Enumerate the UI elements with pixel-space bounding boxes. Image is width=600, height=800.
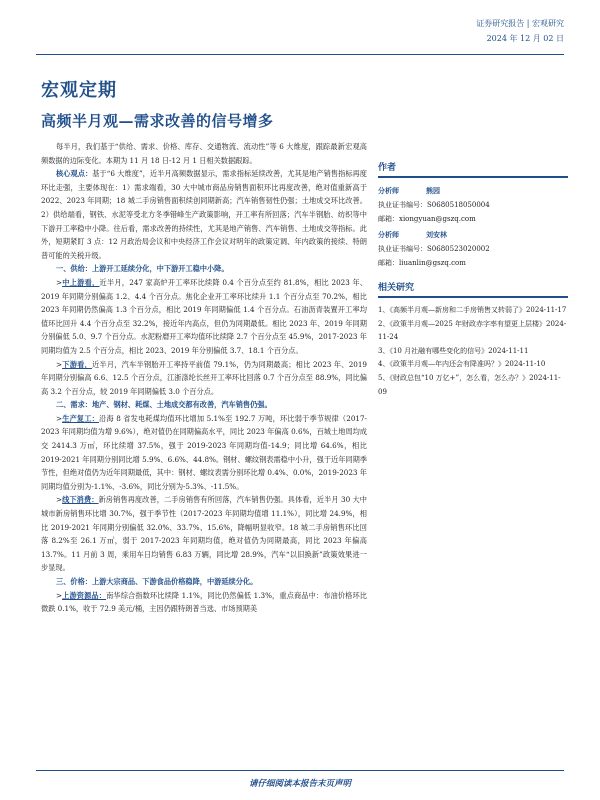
section-1-heading: 一、供给：上游开工延续分化，中下游开工稳中小降。 xyxy=(56,264,229,274)
section-3-para-1: >上游资源品：南华综合指数环比续降 1.1%，同比仍然偏低 1.3%，重点商品中：布油价格环比微跌 0.1%，收于 72.9 美元/桶，主因仍跟特朗普当选、市场预期美 xyxy=(41,590,367,614)
author-cert: 执业证书编号：S0680523020002 xyxy=(378,245,490,253)
sidebar xyxy=(378,160,568,399)
section-3-para-1-text: 南华综合指数环比续降 1.1%，同比仍然偏低 1.3%，重点商品中：布油价格环比微跌 0.1%，收于 72.9 美元/桶，主因仍跟特朗普当选、市场预期美 xyxy=(41,590,367,614)
core-view-text: 基于“6 大维度”，近半月高频数据显示，需求指标延续改善，尤其是地产销售指标再度环比走强，主要体现在：1）需求端看，30 大中城市商品房销售面积环比再度改善，绝对值重新高于 2022、2023 年同期；18 城二手房销售面积续创同期新高；汽车销售韧性仍强；土地成交环比改善。2）供给端看，钢铁、水泥等受北方冬季错峰生产政策影响，开工率有所回落；汽车半钢胎、纺织等中下游开工率稳中小降。往后看，需求改善的持续性，尤其是地产销售、汽车销售、土地成交等指标。此外，短期紧盯 3 点：12 月政治局会议和中央经济工作会议对明年的政策定调、年内政策的接续、特朗普可能的关税升级。 xyxy=(41,169,367,260)
author-name: 刘安林 xyxy=(426,230,447,239)
author-name: 熊园 xyxy=(426,186,440,195)
core-view-paragraph xyxy=(41,167,367,262)
author-role: 分析师 xyxy=(378,230,399,239)
report-date: 2024 年 12 月 02 日 xyxy=(486,34,564,43)
section-3-para-1-label: 上游资源品： xyxy=(62,590,107,600)
report-type-title: 宏观定期 xyxy=(41,80,117,101)
report-title: 高频半月观—需求改善的信号增多 xyxy=(41,112,274,130)
section-2-para-2-label: 线下消费： xyxy=(62,495,99,505)
author-section-title: 作者 xyxy=(378,160,568,178)
section-2-para-1: >生产复工：沿海 8 省发电耗煤均值环比增加 5.1%至 192.7 万吨，环比弱于季节规律（2017-2023 年同期均值为增 9.6%），绝对值仍在同期偏高水平，同比 2023 年偏高 0.6%，百城土地周均成交 2414.3 万㎡，环比续增 37.5%，强于 2019-2023 年同期均值-14.9；同比增 64.6%，相比 2019-2021 年同期分别同比增 5.9%、6.6%、44.8%。钢材、螺纹钢表需稳中小升，强于近年同期季节性，但绝对值仍为近年同期最低，其中：钢材、螺纹表需分别环比增 0.4%、0.0%，2019-2023 年同期均值分别为-1.1%、-3.6%，同比分别为-5.3%、-11.5%。 xyxy=(41,413,367,491)
author-block-2 xyxy=(378,228,568,270)
author-email[interactable]: 邮箱：liuanlin@gszq.com xyxy=(378,259,466,267)
author-role: 分析师 xyxy=(378,186,399,195)
author-name-row xyxy=(378,228,568,242)
intro-paragraph: 每半月，我们基于“供给、需求、价格、库存、交通物流、流动性”等 6 大维度，跟踪最新宏观高频数据的边际变化。本期为 11 月 18 日-12 月 1 日相关数据跟踪。 xyxy=(41,142,367,165)
related-item[interactable]: 3、《10 月社融有哪些变化的信号》2024-11-11 xyxy=(378,346,529,355)
section-1-para-1-label: 中上游看， xyxy=(62,277,100,287)
main-body xyxy=(41,140,367,616)
report-header xyxy=(476,16,564,46)
footer-disclaimer: 请仔细阅读本报告末页声明 xyxy=(248,779,351,789)
author-email[interactable]: 邮箱：xiongyuan@gszq.com xyxy=(378,215,476,223)
header-divider xyxy=(36,54,564,55)
core-view-label: 核心观点： xyxy=(56,169,93,179)
author-block-1 xyxy=(378,184,568,226)
section-1-para-2: >下游看，近半月，汽车半钢胎开工率持平前值 79.1%，仍为同期最高；相比 2023 年、2019 年同期分别偏高 6.6、12.5 个百分点，江浙涤纶长丝开工率环比回落 0.7 个百分点至 88.9%，同比偏高 3.2 个百分点，较 2019 年同期偏低 3.0 个百分点。 xyxy=(41,359,367,396)
section-2-para-1-label: 生产复工： xyxy=(62,413,100,423)
related-item[interactable]: 1、《高频半月观—新房和二手房销售又转弱了》2024-11-17 xyxy=(378,306,567,314)
section-2-para-1-text: 沿海 8 省发电耗煤均值环比增加 5.1%至 192.7 万吨，环比弱于季节规律（2017-2023 年同期均值为增 9.6%），绝对值仍在同期偏高水平，同比 2023 年偏高 0.6%，百城土地周均成交 2414.3 万㎡，环比续增 37.5%，强于 2019-2023 年同期均值-14.9；同比增 64.6%，相比 2019-2021 年同期分别同比增 5.9%、6.6%、44.8%。钢材、螺纹钢表需稳中小升，强于近年同期季节性，但绝对值仍为近年同期最低，其中：钢材、螺纹表需分别环比增 0.4%、0.0%，2019-2023 年同期均值分别为-1.1%、-3.6%，同比分别为-5.3%、-11.5%。 xyxy=(41,413,367,491)
report-category: 证券研究报告 | 宏观研究 xyxy=(476,19,564,28)
related-item[interactable]: 5、《财政总包“10 万亿+”，怎么看，怎么办？》2024-11-09 xyxy=(378,373,561,396)
section-2-para-2-text: 新房销售再度改善，二手房销售有所回落，汽车销售仍强。具体看，近半月 30 大中城市新房销售环比增 30.7%，强于季节性（2017-2023 年同期均值增 11.1%），同比增 24.9%，相比 2019-2021 年同期分别偏低 32.0%、33.7%、15.6%，降幅明显收窄。18 城二手房销售环比回落 8.2%至 26.1 万㎡，弱于 2017-2023 年同期均值，绝对值仍为同期最高，同比 2023 年偏高 13.7%。11 月前 3 周，乘用车日均销售 6.83 万辆，同比增 28.9%，汽车“以旧换新”政策效果进一步显现。 xyxy=(41,495,367,573)
footer-divider xyxy=(36,770,564,771)
related-item[interactable]: 2、《政策半月观—2025 年财政赤字率有望更上层楼》2024-11-24 xyxy=(378,319,567,342)
section-1-para-2-text: 近半月，汽车半钢胎开工率持平前值 79.1%，仍为同期最高；相比 2023 年、2019 年同期分别偏高 6.6、12.5 个百分点，江浙涤纶长丝开工率环比回落 0.7 个百分点至 88.9%，同比偏高 3.2 个百分点，较 2019 年同期偏低 3.0 个百分点。 xyxy=(41,359,367,396)
related-section-title: 相关研究 xyxy=(378,280,568,298)
section-3-heading: 三、价格：上游大宗商品、下游食品价格稳降，中游延续分化。 xyxy=(56,577,258,586)
related-item[interactable]: 4、《政策半月观—年内还会有降准吗？》2024-11-10 xyxy=(378,360,546,369)
section-2-heading: 二、需求：地产、钢材、耗煤、土地成交都有改善，汽车销售仍强。 xyxy=(56,400,272,410)
related-list xyxy=(378,304,568,399)
section-1-para-2-label: 下游看， xyxy=(62,359,92,369)
author-name-row xyxy=(378,184,568,198)
section-1-para-1-text: 近半月，247 家高炉开工率环比续降 0.4 个百分点至约 81.8%，相比 2023 年、2019 年同期分别偏高 1.2、4.4 个百分点。焦化企业开工率环比续升 1.1 个百分点至 70.2%，相比 2023 年同期仍然偏高 1.3 个百分点，相比 2019 年同期偏低 1.4 个百分点。石油沥青装置开工率均值环比回升 4.4 个百分点至 32.2%，接近年内高点，但仍为同期最低。相比 2023 年、2019 年同期分别偏低 5.0、9.7 个百分点。水泥粉磨开工率均值环比续降 2.7 个百分点至 45.9%，2017-2023 年同期均值为 2.5 个百分点，相比 2023、2019 年分别偏低 3.7、18.1 个百分点。 xyxy=(41,277,367,355)
section-2-para-2: >线下消费：新房销售再度改善，二手房销售有所回落，汽车销售仍强。具体看，近半月 30 大中城市新房销售环比增 30.7%，强于季节性（2017-2023 年同期均值增 11.1%），同比增 24.9%，相比 2019-2021 年同期分别偏低 32.0%、33.7%、15.6%，降幅明显收窄。18 城二手房销售环比回落 8.2%至 26.1 万㎡，弱于 2017-2023 年同期均值，绝对值仍为同期最高，同比 2023 年偏高 13.7%。11 月前 3 周，乘用车日均销售 6.83 万辆，同比增 28.9%，汽车“以旧换新”政策效果进一步显现。 xyxy=(41,495,367,573)
author-cert: 执业证书编号：S0680518050004 xyxy=(378,201,490,209)
section-1-para-1: >中上游看，近半月，247 家高炉开工率环比续降 0.4 个百分点至约 81.8%，相比 2023 年、2019 年同期分别偏高 1.2、4.4 个百分点。焦化企业开工率环比续升 1.1 个百分点至 70.2%，相比 2023 年同期仍然偏高 1.3 个百分点，相比 2019 年同期偏低 1.4 个百分点。石油沥青装置开工率均值环比回升 4.4 个百分点至 32.2%，接近年内高点，但仍为同期最低。相比 2023 年、2019 年同期分别偏低 5.0、9.7 个百分点。水泥粉磨开工率均值环比续降 2.7 个百分点至 45.9%，2017-2023 年同期均值为 2.5 个百分点，相比 2023、2019 年分别偏低 3.7、18.1 个百分点。 xyxy=(41,277,367,355)
